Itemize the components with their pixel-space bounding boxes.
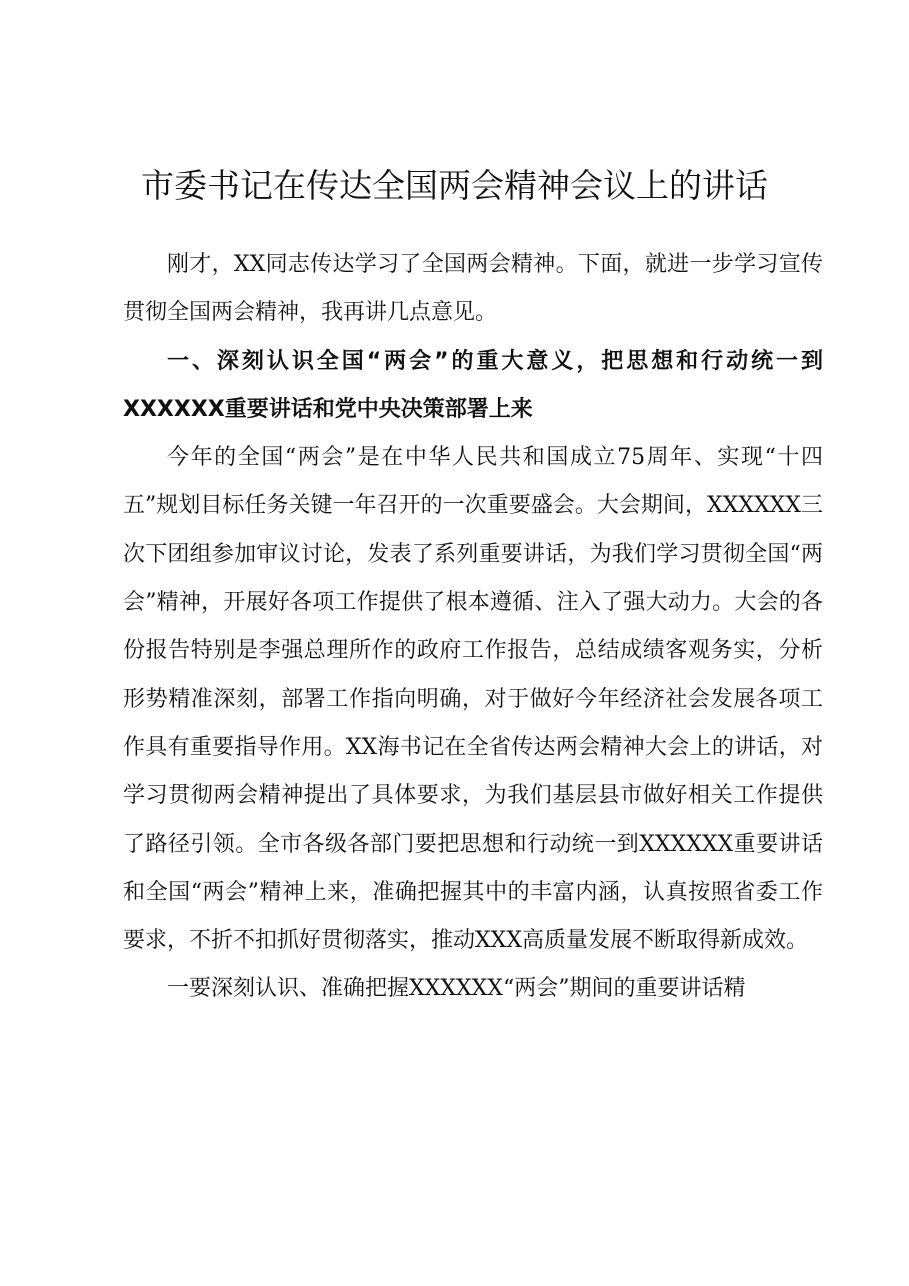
paragraph-significance: 今年的全国“两会”是在中华人民共和国成立75周年、实现“十四五”规划目标任务关键一年召开的一次重要盛会。大会期间，XXXXXX三次下团组参加审议讨论，发表了系列重要讲话，为我们学习贯彻全国“两会”精神，开展好各项工作提供了根本遵循、注入了强大动力。大会的各份报告特别是李强总理所作的政府工作报告，总结成绩客观务实，分析形势精准深刻，部署工作指向明确，对于做好今年经济社会发展各项工作具有重要指导作用。XX海书记在全省传达两会精神大会上的讲话，对学习贯彻两会精神提出了具体要求，为我们基层县市做好相关工作提供了路径引领。全市各级各部门要把思想和行动统一到XXXXXX重要讲话和全国“两会”精神上来，准确把握其中的丰富内涵，认真按照省委工作要求，不折不扣抓好贯彻落实，推动XXX高质量发展不断取得新成效。: [123, 445, 823, 954]
document-title: 市委书记在传达全国两会精神会议上的讲话: [141, 166, 768, 205]
paragraph-intro: 刚才，XX同志传达学习了全国两会精神。下面，就进一步学习宣传贯彻全国两会精神，我再讲几点意见。: [123, 252, 823, 326]
section-heading-1: 一、深刻认识全国“两会”的重大意义，把思想和行动统一到XXXXXX重要讲话和党中央决策部署上来: [123, 348, 823, 422]
document-body: [123, 241, 823, 1014]
paragraph-point-one: 一要深刻认识、准确把握XXXXXX“两会”期间的重要讲话精: [167, 976, 746, 1002]
